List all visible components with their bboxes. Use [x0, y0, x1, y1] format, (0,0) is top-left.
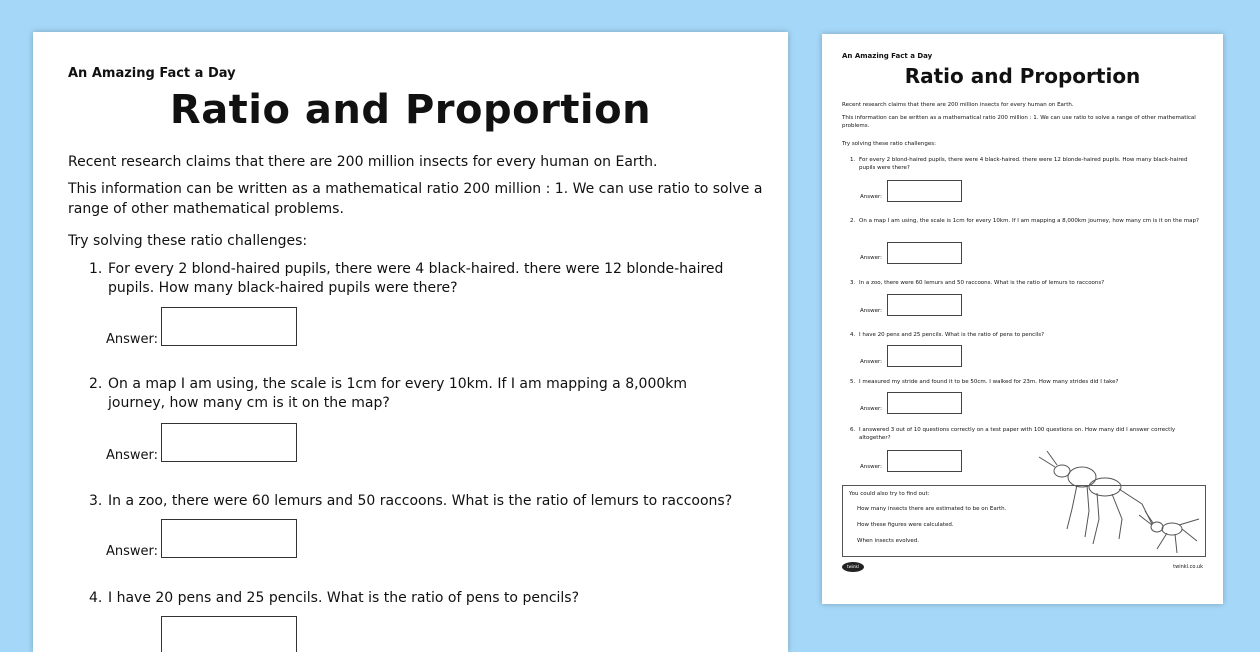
- intro-paragraph-1: Recent research claims that there are 200 million insects for every human on Earth.: [842, 102, 1074, 108]
- answer-label: Answer:: [860, 255, 883, 261]
- question-5: [850, 378, 1205, 386]
- extra-challenges-box: [842, 485, 1206, 557]
- question-1: [850, 156, 1205, 172]
- answer-box-1[interactable]: [887, 180, 962, 202]
- twinkl-logo: [842, 562, 864, 572]
- question-text: For every 2 blond-haired pupils, there were 4 black-haired. there were 12 blonde-haired pupils. How many black-haired pupils were there?: [108, 261, 724, 296]
- answer-box-2[interactable]: [887, 242, 962, 264]
- question-number: 3.: [89, 493, 103, 509]
- question-number: 4.: [89, 590, 103, 606]
- extra-item: How many insects there are estimated to be on Earth.: [857, 506, 1007, 512]
- question-text: On a map I am using, the scale is 1cm for every 10km. If I am mapping a 8,000km journey, how many cm is it on the map?: [108, 376, 688, 411]
- answer-label: Answer:: [860, 406, 883, 412]
- answer-label: Answer:: [860, 308, 883, 314]
- question-text: In a zoo, there were 60 lemurs and 50 raccoons. What is the ratio of lemurs to raccoons?: [108, 493, 733, 509]
- answer-box-5[interactable]: [887, 392, 962, 414]
- intro-paragraph-3: Try solving these ratio challenges:: [842, 141, 936, 147]
- question-number: 5.: [850, 379, 856, 385]
- answer-label: Answer:: [106, 448, 159, 463]
- answer-box-1[interactable]: [161, 307, 297, 346]
- page-title: Ratio and Proportion: [904, 64, 1141, 88]
- question-1: [89, 260, 739, 298]
- answer-label: Answer:: [860, 464, 883, 470]
- question-3: [850, 279, 1205, 287]
- question-number: 2.: [850, 218, 856, 224]
- extra-item: When insects evolved.: [857, 538, 920, 544]
- answer-box-4[interactable]: [887, 345, 962, 367]
- question-text: I answered 3 out of 10 questions correctly on a test paper with 100 questions on. How many did I answer correctly altogether?: [859, 427, 1176, 441]
- extra-item: How these figures were calculated.: [857, 522, 954, 528]
- answer-box-4[interactable]: [161, 616, 297, 652]
- question-number: 4.: [850, 332, 856, 338]
- question-text: In a zoo, there were 60 lemurs and 50 raccoons. What is the ratio of lemurs to raccoons?: [859, 280, 1105, 286]
- logo-text: twinkl: [847, 564, 859, 569]
- question-number: 1.: [89, 261, 103, 277]
- header-tag: An Amazing Fact a Day: [842, 52, 933, 60]
- answer-label: Answer:: [860, 359, 883, 365]
- intro-paragraph-2: This information can be written as a mathematical ratio 200 million : 1. We can use ratio to solve a range of other mathematical problems.: [68, 181, 763, 217]
- worksheet-page-large: [33, 32, 788, 652]
- intro-paragraph-3: Try solving these ratio challenges:: [68, 233, 308, 249]
- question-4: [850, 331, 1205, 339]
- question-text: I have 20 pens and 25 pencils. What is the ratio of pens to pencils?: [859, 332, 1045, 338]
- question-4: [89, 589, 739, 608]
- worksheet-page-preview: [822, 34, 1223, 604]
- extra-heading: You could also try to find out:: [849, 491, 930, 497]
- question-number: 6.: [850, 427, 856, 433]
- question-2: [89, 375, 739, 413]
- answer-label: Answer:: [106, 332, 159, 347]
- question-number: 2.: [89, 376, 103, 392]
- question-text: I measured my stride and found it to be 50cm. I walked for 23m. How many strides did I take?: [859, 379, 1119, 385]
- answer-box-3[interactable]: [887, 294, 962, 316]
- answer-box-2[interactable]: [161, 423, 297, 462]
- intro-paragraph-1: Recent research claims that there are 200 million insects for every human on Earth.: [68, 154, 658, 170]
- page-title: Ratio and Proportion: [169, 87, 652, 133]
- answer-label: Answer:: [860, 194, 883, 200]
- question-3: [89, 492, 739, 511]
- header-tag: An Amazing Fact a Day: [68, 66, 236, 81]
- question-number: 3.: [850, 280, 856, 286]
- question-number: 1.: [850, 157, 856, 163]
- answer-label: Answer:: [106, 544, 159, 559]
- question-text: For every 2 blond-haired pupils, there were 4 black-haired. there were 12 blonde-haired pupils. How many black-haired pupils were there?: [859, 157, 1188, 171]
- intro-paragraph-2: This information can be written as a mathematical ratio 200 million : 1. We can use ratio to solve a range of other mathematical problems.: [842, 115, 1196, 129]
- question-2: [850, 217, 1205, 225]
- answer-box-6[interactable]: [887, 450, 962, 472]
- question-6: [850, 426, 1205, 442]
- question-text: On a map I am using, the scale is 1cm for every 10km. If I am mapping a 8,000km journey, how many cm is it on the map?: [859, 218, 1199, 224]
- footer-site: twinkl.co.uk: [1173, 564, 1203, 570]
- answer-box-3[interactable]: [161, 519, 297, 558]
- question-text: I have 20 pens and 25 pencils. What is the ratio of pens to pencils?: [108, 590, 580, 606]
